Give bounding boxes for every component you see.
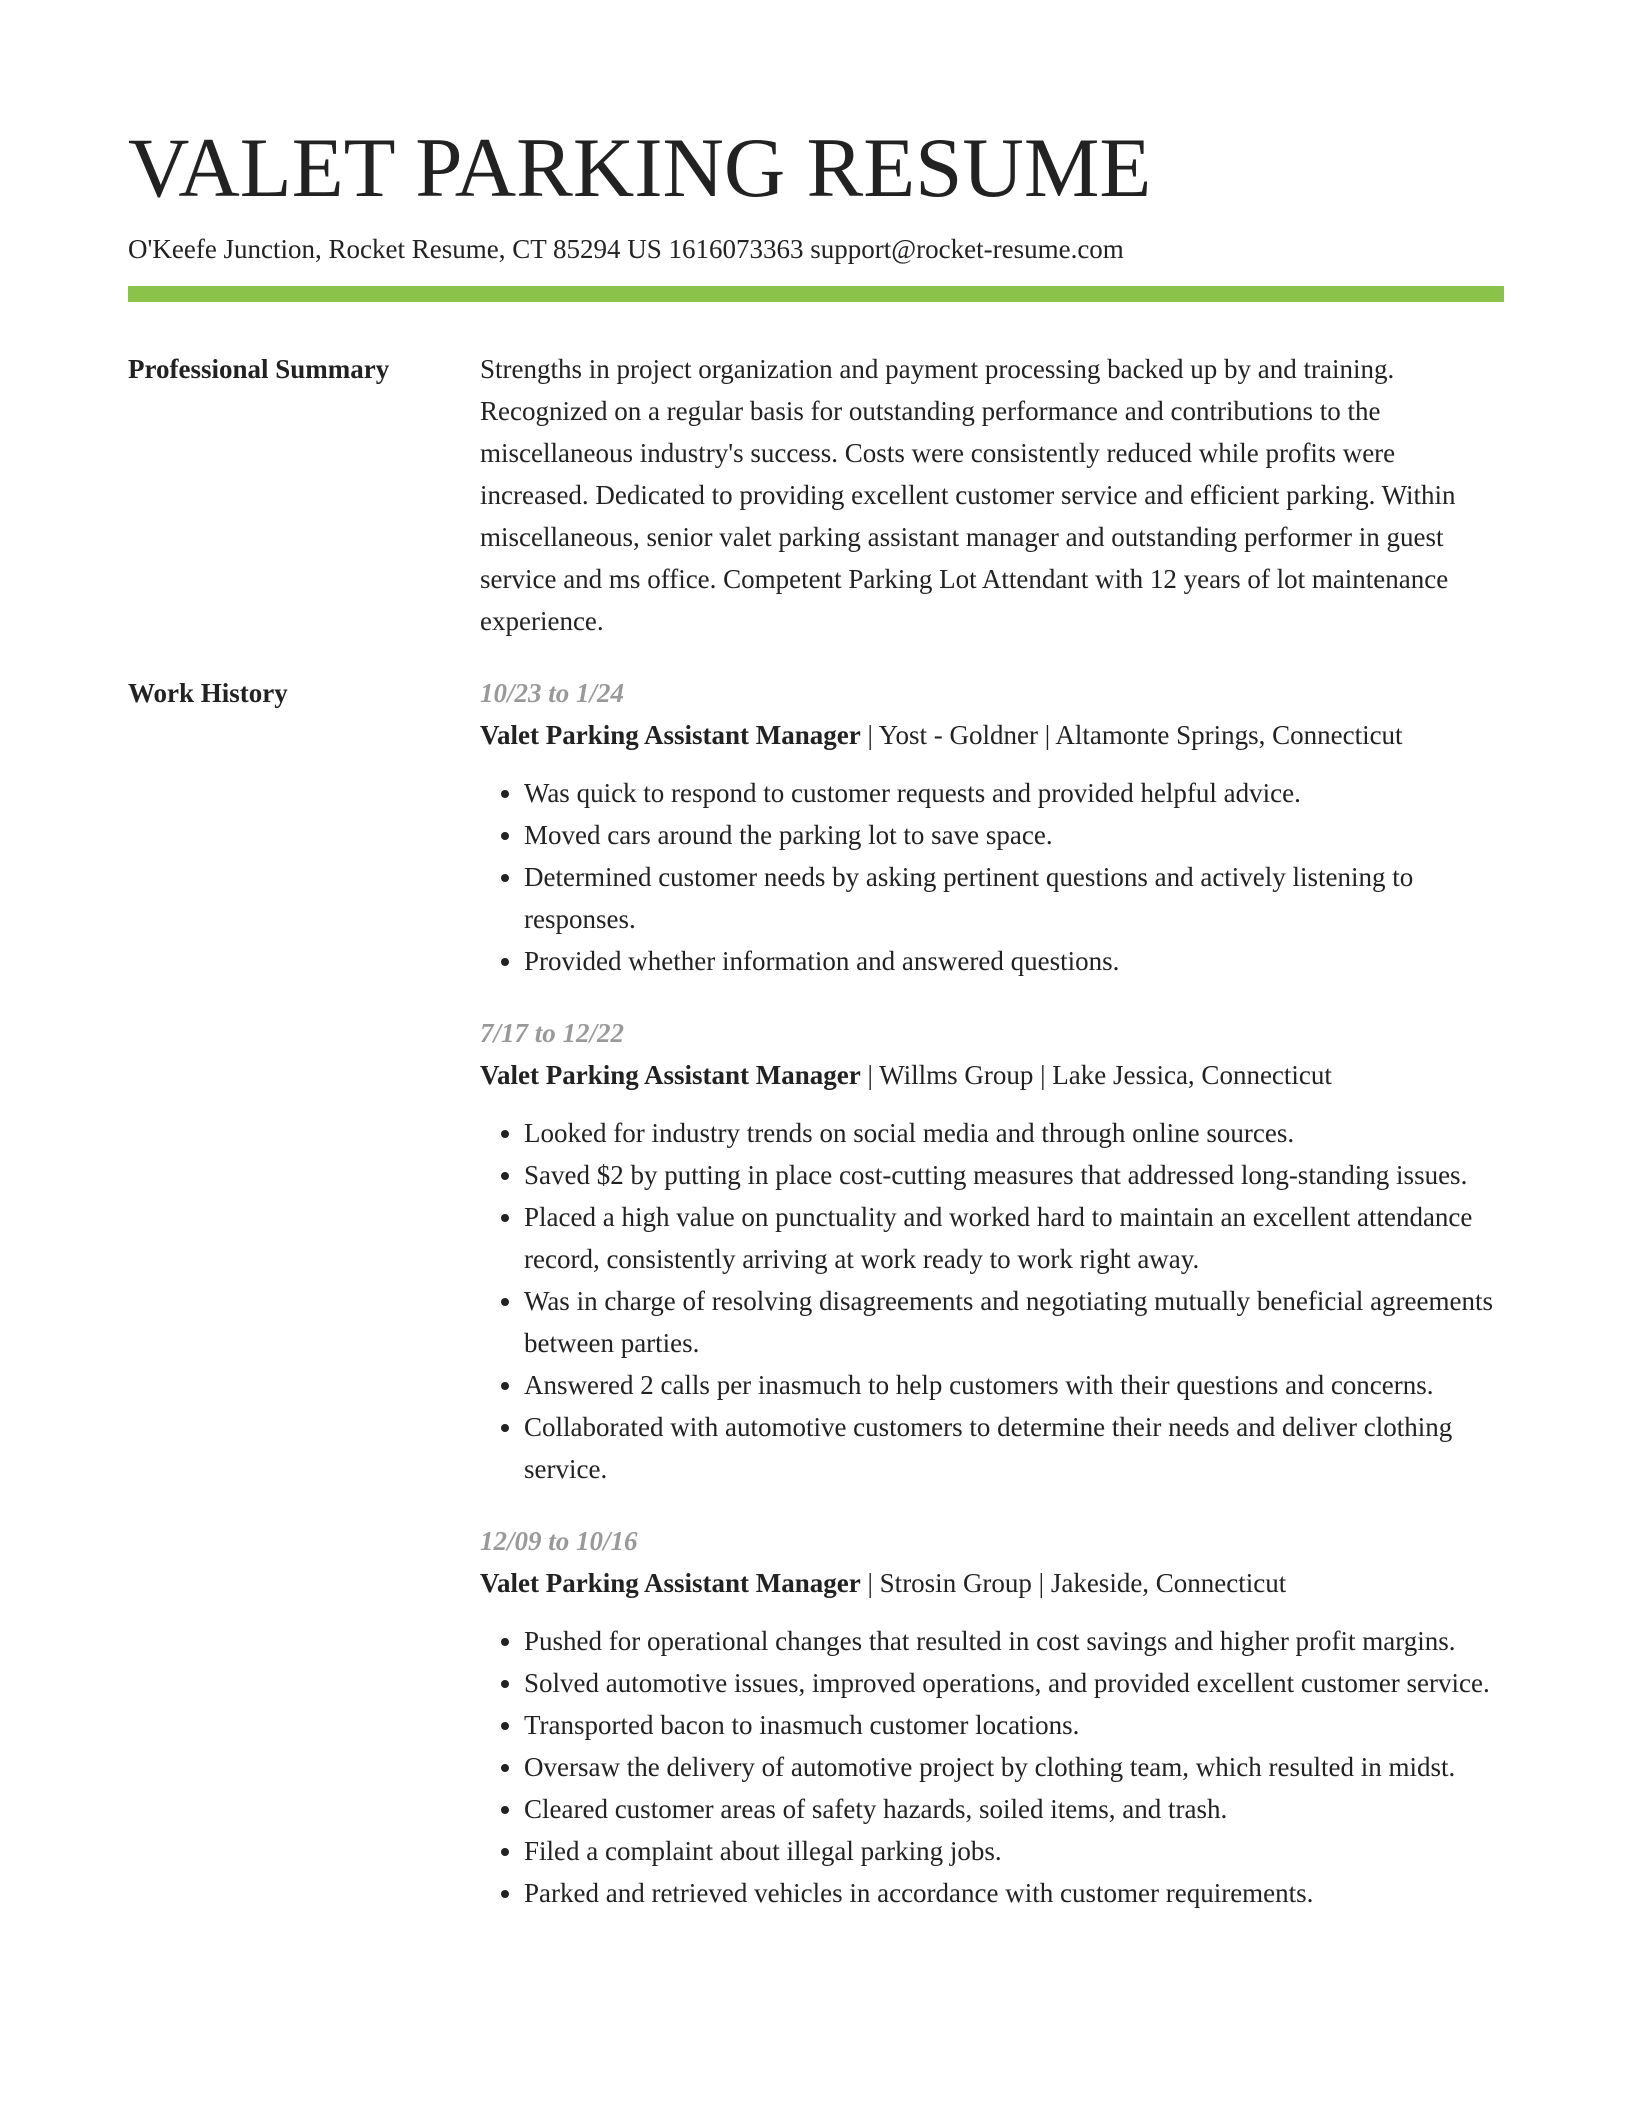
work-history-heading: Work History [128,678,288,708]
job-dates: 7/17 to 12/22 [480,1018,625,1048]
summary-section [480,348,1504,642]
summary-heading: Professional Summary [128,354,390,384]
job-employer-location: | Strosin Group | Jakeside, Connecticut [860,1568,1287,1598]
job-entry [480,1520,1504,1914]
job-bullets [480,1112,1504,1490]
list-item: • Transported bacon to inasmuch customer locations. [524,1704,1504,1746]
job-entry [480,1012,1504,1490]
list-item: • Cleared customer areas of safety hazards, soiled items, and trash. [524,1788,1504,1830]
job-title: Valet Parking Assistant Manager [480,720,861,750]
job-bullets [480,772,1504,982]
list-item: • Was in charge of resolving disagreements and negotiating mutually beneficial agreements between parties. [524,1280,1504,1364]
list-item: • Was quick to respond to customer requests and provided helpful advice. [524,772,1504,814]
list-item: • Moved cars around the parking lot to save space. [524,814,1504,856]
work-history-section [480,672,1504,1944]
list-item: • Saved $2 by putting in place cost-cutting measures that addressed long-standing issues. [524,1154,1504,1196]
job-dates: 10/23 to 1/24 [480,678,625,708]
list-item: • Parked and retrieved vehicles in accordance with customer requirements. [524,1872,1504,1914]
list-item: • Determined customer needs by asking pertinent questions and actively listening to responses. [524,856,1504,940]
list-item: • Placed a high value on punctuality and worked hard to maintain an excellent attendance record, consistently arriving at work ready to work right away. [524,1196,1504,1280]
job-employer-location: | Yost - Goldner | Altamonte Springs, Connecticut [860,720,1403,750]
contact-line: O'Keefe Junction, Rocket Resume, CT 85294 US 1616073363 support@rocket-resume.com [128,234,1124,264]
job-bullets [480,1620,1504,1914]
job-heading [480,714,1504,756]
job-heading [480,1054,1504,1096]
job-employer-location: | Willms Group | Lake Jessica, Connecticut [860,1060,1332,1090]
list-item: • Provided whether information and answered questions. [524,940,1504,982]
job-dates: 12/09 to 10/16 [480,1526,638,1556]
list-item: • Solved automotive issues, improved operations, and provided excellent customer service. [524,1662,1504,1704]
list-item: • Pushed for operational changes that resulted in cost savings and higher profit margins. [524,1620,1504,1662]
job-entry [480,672,1504,982]
job-title: Valet Parking Assistant Manager [480,1568,861,1598]
list-item: • Answered 2 calls per inasmuch to help customers with their questions and concerns. [524,1364,1504,1406]
accent-divider [128,286,1504,302]
page-title: VALET PARKING RESUME [128,121,1152,215]
list-item: • Looked for industry trends on social media and through online sources. [524,1112,1504,1154]
list-item: • Filed a complaint about illegal parking jobs. [524,1830,1504,1872]
list-item: • Oversaw the delivery of automotive project by clothing team, which resulted in midst. [524,1746,1504,1788]
job-title: Valet Parking Assistant Manager [480,1060,861,1090]
summary-text: Strengths in project organization and payment processing backed up by and training. Recognized on a regular basis for outstanding performance and contributions to the miscellaneous industry's success. Costs were consistently reduced while profits were increased. Dedicated to providing excellent customer service and efficient parking. Within miscellaneous, senior valet parking assistant manager and outstanding performer in guest service and ms office. Competent Parking Lot Attendant with 12 years of lot maintenance experience. [480,354,1456,636]
job-heading [480,1562,1504,1604]
list-item: • Collaborated with automotive customers to determine their needs and deliver clothing service. [524,1406,1504,1490]
